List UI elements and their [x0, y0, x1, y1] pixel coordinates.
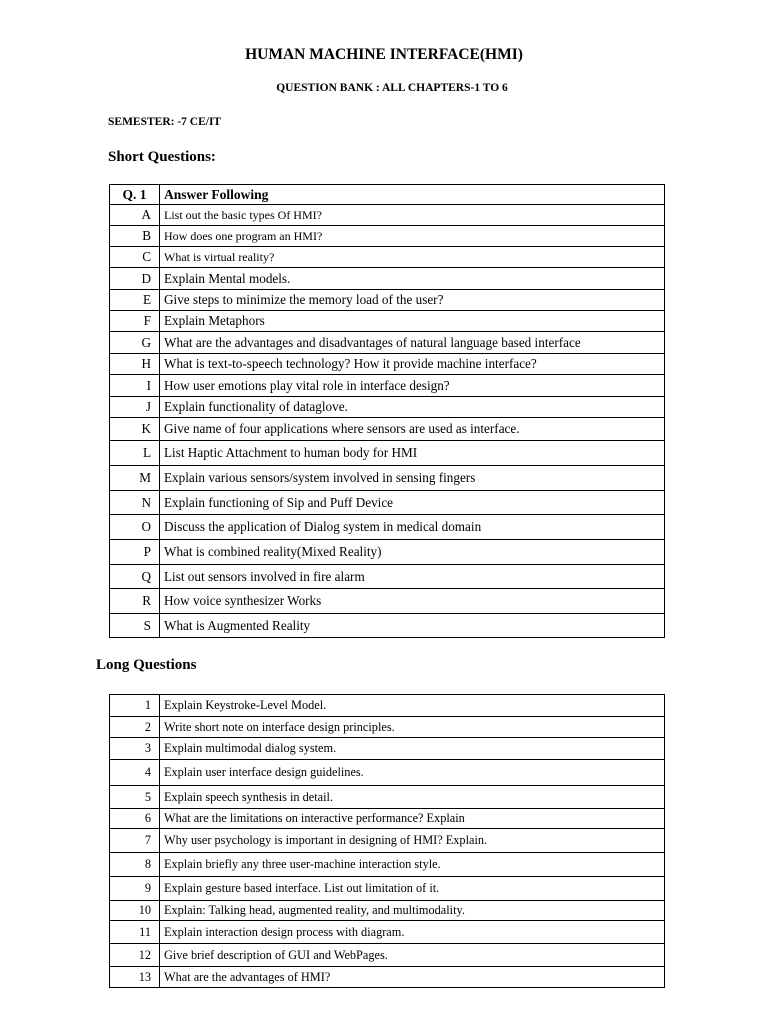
table-row — [110, 614, 665, 638]
table-row — [110, 205, 665, 226]
question-number: 8 — [110, 853, 160, 877]
question-text: Explain speech synthesis in detail. — [160, 786, 665, 809]
question-text: Explain gesture based interface. List out limitation of it. — [160, 877, 665, 901]
table-row — [110, 375, 665, 397]
table-row — [110, 466, 665, 491]
question-key: E — [110, 290, 160, 311]
table-row — [110, 829, 665, 853]
table-row — [110, 738, 665, 760]
semester-label: SEMESTER: -7 CE/IT — [108, 116, 222, 128]
question-number: 6 — [110, 809, 160, 829]
question-key: B — [110, 226, 160, 247]
table-row — [110, 717, 665, 738]
question-text: How voice synthesizer Works — [160, 589, 665, 614]
question-number: 11 — [110, 921, 160, 944]
question-key: C — [110, 247, 160, 268]
question-key: K — [110, 418, 160, 441]
table-row — [110, 226, 665, 247]
question-number: 4 — [110, 760, 160, 786]
question-text: Discuss the application of Dialog system in medical domain — [160, 515, 665, 540]
question-text: Explain user interface design guidelines. — [160, 760, 665, 786]
question-text: What are the advantages of HMI? — [160, 967, 665, 988]
table-row — [110, 491, 665, 515]
question-text: List Haptic Attachment to human body for HMI — [160, 441, 665, 466]
question-text: Give name of four applications where sensors are used as interface. — [160, 418, 665, 441]
table-row — [110, 354, 665, 375]
question-text: What is virtual reality? — [160, 247, 665, 268]
table-row — [110, 332, 665, 354]
question-key: H — [110, 354, 160, 375]
question-number: 5 — [110, 786, 160, 809]
table-row — [110, 809, 665, 829]
question-key: F — [110, 311, 160, 332]
table-row — [110, 760, 665, 786]
question-text: Explain Keystroke-Level Model. — [160, 695, 665, 717]
table-header-row — [110, 185, 665, 205]
question-number: 9 — [110, 877, 160, 901]
question-number: 2 — [110, 717, 160, 738]
question-text: Explain Metaphors — [160, 311, 665, 332]
question-text: Explain functionality of dataglove. — [160, 397, 665, 418]
question-text: Explain various sensors/system involved in sensing fingers — [160, 466, 665, 491]
question-number: 3 — [110, 738, 160, 760]
long-questions-heading: Long Questions — [96, 657, 197, 673]
table-row — [110, 515, 665, 540]
table-row — [110, 247, 665, 268]
question-key: D — [110, 268, 160, 290]
question-key: N — [110, 491, 160, 515]
question-text: Explain briefly any three user-machine interaction style. — [160, 853, 665, 877]
question-text: What are the limitations on interactive performance? Explain — [160, 809, 665, 829]
header-question-number: Q. 1 — [110, 185, 160, 205]
table-row — [110, 397, 665, 418]
header-answer-following: Answer Following — [160, 185, 665, 205]
question-number: 10 — [110, 901, 160, 921]
question-text: What is text-to-speech technology? How it provide machine interface? — [160, 354, 665, 375]
question-number: 1 — [110, 695, 160, 717]
table-row — [110, 565, 665, 589]
short-questions-table — [109, 184, 665, 638]
question-key: J — [110, 397, 160, 418]
table-row — [110, 540, 665, 565]
question-text: Why user psychology is important in designing of HMI? Explain. — [160, 829, 665, 853]
question-text: What is combined reality(Mixed Reality) — [160, 540, 665, 565]
question-key: I — [110, 375, 160, 397]
table-row — [110, 853, 665, 877]
table-row — [110, 268, 665, 290]
table-row — [110, 589, 665, 614]
question-number: 7 — [110, 829, 160, 853]
document-subtitle: QUESTION BANK : ALL CHAPTERS-1 TO 6 — [276, 82, 508, 94]
question-number: 12 — [110, 944, 160, 967]
question-key: P — [110, 540, 160, 565]
question-text: How user emotions play vital role in interface design? — [160, 375, 665, 397]
table-row — [110, 901, 665, 921]
question-text: Write short note on interface design principles. — [160, 717, 665, 738]
question-key: Q — [110, 565, 160, 589]
question-key: L — [110, 441, 160, 466]
question-key: S — [110, 614, 160, 638]
table-row — [110, 441, 665, 466]
question-text: Explain multimodal dialog system. — [160, 738, 665, 760]
question-key: O — [110, 515, 160, 540]
question-text: Give steps to minimize the memory load of the user? — [160, 290, 665, 311]
question-text: How does one program an HMI? — [160, 226, 665, 247]
table-row — [110, 944, 665, 967]
question-text: List out the basic types Of HMI? — [160, 205, 665, 226]
table-row — [110, 695, 665, 717]
question-text: What is Augmented Reality — [160, 614, 665, 638]
question-text: What are the advantages and disadvantages of natural language based interface — [160, 332, 665, 354]
question-text: Explain functioning of Sip and Puff Device — [160, 491, 665, 515]
question-key: R — [110, 589, 160, 614]
question-text: List out sensors involved in fire alarm — [160, 565, 665, 589]
table-row — [110, 418, 665, 441]
document-title: HUMAN MACHINE INTERFACE(HMI) — [245, 46, 523, 63]
question-number: 13 — [110, 967, 160, 988]
question-key: G — [110, 332, 160, 354]
table-row — [110, 311, 665, 332]
question-text: Give brief description of GUI and WebPages. — [160, 944, 665, 967]
question-key: A — [110, 205, 160, 226]
question-key: M — [110, 466, 160, 491]
question-text: Explain interaction design process with diagram. — [160, 921, 665, 944]
short-questions-heading: Short Questions: — [108, 149, 216, 165]
long-questions-table — [109, 694, 665, 988]
table-row — [110, 967, 665, 988]
table-row — [110, 786, 665, 809]
table-row — [110, 290, 665, 311]
table-row — [110, 877, 665, 901]
table-row — [110, 921, 665, 944]
question-text: Explain: Talking head, augmented reality, and multimodality. — [160, 901, 665, 921]
question-text: Explain Mental models. — [160, 268, 665, 290]
